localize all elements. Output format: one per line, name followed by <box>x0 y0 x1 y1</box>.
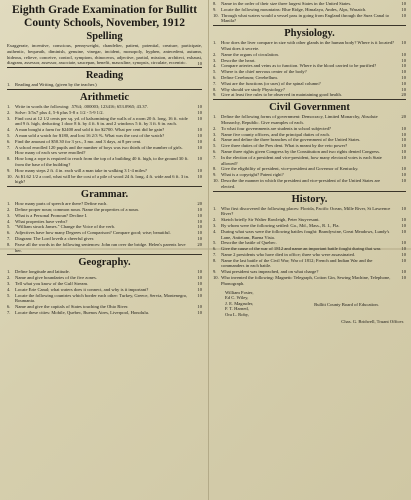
question-text: How many parts of speech are there? Define each. <box>15 201 108 207</box>
question-text: Describe the manner in which the president and vice-president of the United States are elected. <box>221 177 381 189</box>
question-points: 10 <box>197 212 202 218</box>
question-points: 10 <box>401 131 406 137</box>
question-points: 10 <box>197 224 202 230</box>
grammar-questions <box>7 201 202 253</box>
question-text: In the election of a president and vice-president, how many electoral votes is each State allowed? <box>221 154 382 166</box>
question-number: 5. <box>213 69 217 75</box>
question-number: 5. <box>213 240 217 246</box>
signer-name: William Foster, <box>225 289 254 295</box>
question-points: 10 <box>197 156 202 162</box>
question-row <box>213 92 406 98</box>
question-number: 8. <box>7 241 11 247</box>
civil-government-questions <box>213 114 406 189</box>
question-points: 10 <box>401 86 406 92</box>
section-heading-geography: Geography. <box>78 257 131 269</box>
question-text: By whom were the following settled: Ga., Md., Mass., R. I., Fla. <box>221 222 340 228</box>
divider <box>7 186 202 187</box>
section-heading-civil-government: Civil Government <box>269 102 350 114</box>
question-text: A man sold a watch for $180, and lost 16 2/3 %. What was the cost of the watch? <box>15 132 165 138</box>
question-number: 1. <box>213 40 217 46</box>
question-row <box>213 13 406 25</box>
question-number: 1. <box>7 103 11 109</box>
question-points: 10 <box>197 286 202 292</box>
question-number: 7. <box>7 235 11 241</box>
question-points: 10 <box>401 269 406 275</box>
question-text: Describe the battle of Quebec. <box>221 240 277 246</box>
question-points: 10 <box>197 109 202 115</box>
question-text: Sketch briefly Sir Walter Rawleigh, Peter Stuyvesant. <box>221 217 320 223</box>
question-points: 20 <box>197 201 202 207</box>
question-number: 4. <box>7 218 11 224</box>
question-text: Write in words the following: .5764; .000003; 123416; 653.0965; 43.37. <box>15 103 149 109</box>
question-points: 10 <box>197 235 202 241</box>
question-text: Where is the chief nervous center of the body? <box>221 69 307 75</box>
question-text: Define Cerebrum; Cerebellum. <box>221 74 279 80</box>
question-text: Compare arteries and veins as to function. Where is the blood carried to be purified? <box>221 63 377 69</box>
question-number: 6. <box>213 246 217 252</box>
question-text: Tell what you know of the Gulf Stream. <box>15 280 89 286</box>
question-points: 10 <box>401 143 406 149</box>
question-points: 10 <box>197 115 202 121</box>
signer-name: Ed C. Wiley, <box>225 295 249 301</box>
question-text: How many steps 2 ft. 4 in. each will a man take in walking 3 1-4 miles? <box>15 167 147 173</box>
divider <box>7 254 202 255</box>
question-text: Locate these cities: Mobile, Quebec, Buenos Aires, Liverpool, Honolulu. <box>15 309 150 315</box>
question-text: What president was impeached, and on what charge? <box>221 269 319 275</box>
question-number: 4. <box>7 286 11 292</box>
question-points: 10 <box>401 125 406 131</box>
question-number: 3. <box>213 131 217 137</box>
question-points: 10 <box>401 177 406 183</box>
question-number: 8. <box>213 166 217 172</box>
question-points: 10 <box>401 240 406 246</box>
question-number: 2. <box>213 217 217 223</box>
divider <box>213 191 406 192</box>
question-number: 3. <box>213 57 217 63</box>
question-text: Locate the following mountains: Blue Ridge, Himalaya, Andes, Alps, Wasatch. <box>221 6 367 12</box>
question-points: 10 <box>401 251 406 257</box>
question-points: 10 <box>401 172 406 178</box>
question-number: 8. <box>7 156 11 162</box>
question-text: Who invented the following: Magnetic Telegraph, Cotton Gin, Sewing Machine, Telephone, Phonograph. <box>221 275 391 286</box>
question-points: 10 <box>197 230 202 236</box>
question-text: Give three duties of the Pres dent. What is meant by the veto power? <box>221 143 348 149</box>
question-points: 10 <box>401 57 406 63</box>
question-text: Name three rights given Congress by the Constitution and two rights denied Congress. <box>221 148 381 154</box>
spelling-words: Exaggerate, incentive, conscious, pennyweight, chandelier, patient, potential, creature, participate, authentic, bequeath, diminish, genuine, vinegar, incident, monopoly, hyphen, antecedent, autumn, hideous, relieve, conceive, control, symptom, rhinoceros, adjective, partial, mission, architect, exhaust, diagram, assessor, assessor, associate, saucepan, benefit, masculine, synopsis, circulate, eccentric. <box>7 43 202 66</box>
question-row <box>213 40 406 52</box>
question-points: 10 <box>197 206 202 212</box>
question-number: 4. <box>213 228 217 234</box>
spelling-points: 10 <box>197 61 202 67</box>
question-number: 10. <box>7 173 13 179</box>
question-text: Who first discovered the following places: Florida, Pacific Ocean, Mille River, St Lawrence River? <box>221 205 391 217</box>
question-row <box>213 229 406 241</box>
question-number: 7. <box>213 251 217 257</box>
question-points: 10 <box>401 217 406 223</box>
divider <box>7 89 202 90</box>
question-text: A school enrolled 120 pupils and the number of boys was two thirds of the number of girls. How many of each sex were enrolled? <box>15 144 183 156</box>
question-row <box>213 178 406 190</box>
question-row <box>7 145 202 157</box>
question-text: Name five county officers, and the principal duties of each. <box>221 131 330 137</box>
signer-names <box>213 290 287 318</box>
question-points: 10 <box>401 80 406 86</box>
section-heading-arithmetic: Arithmetic <box>80 91 129 103</box>
question-text: Adjectives have how many Degrees of Comparison? Compare good; wise; beautiful. <box>15 230 171 236</box>
question-text: Give at least five rules to be observed in maintaining good health. <box>221 92 342 98</box>
section-heading-reading: Reading <box>85 70 124 82</box>
question-text: Diagram: The Lord loveth a cheerful giver. <box>15 235 95 241</box>
question-number: 5. <box>7 132 11 138</box>
question-row <box>213 258 406 270</box>
question-row <box>7 293 202 305</box>
divider <box>213 25 406 26</box>
question-number: 10. <box>213 177 219 183</box>
question-text: Reading and Writing, (given by the teacher.) <box>15 82 97 88</box>
question-number: 7. <box>213 154 217 160</box>
question-row <box>213 155 406 167</box>
question-number: 4. <box>213 137 217 143</box>
signatures-block <box>213 290 406 318</box>
question-number: 2. <box>7 109 11 115</box>
question-number: 10. <box>213 275 219 281</box>
question-points: 10 <box>197 144 202 150</box>
question-text: What are the functions (or uses) of the spinal column? <box>221 80 321 86</box>
question-number: 5. <box>7 224 11 230</box>
question-text: To what four governments are students in school subjected? <box>221 125 331 131</box>
signer-name: Ora L. Roby, <box>225 312 249 318</box>
question-number: 8. <box>213 1 217 6</box>
geography-questions-continued <box>213 1 406 24</box>
arithmetic-questions <box>7 104 202 185</box>
section-heading-history: History. <box>291 193 328 205</box>
question-points: 10 <box>401 257 406 263</box>
question-row <box>7 116 202 128</box>
board-name: Bullitt County Board of Education. <box>314 301 379 307</box>
question-number: 1. <box>7 82 11 88</box>
question-row <box>7 174 202 186</box>
question-points: 10 <box>197 173 202 179</box>
question-number: 4. <box>7 127 11 133</box>
physiology-questions <box>213 40 406 98</box>
question-points: 10 <box>401 154 406 160</box>
question-text: Find cost at 12 1/2 cents per sq. yd. of kalsomining the walls of a room 20 ft. long, 16 ft. wide and 9 ft. high, deducting 1 door 8 ft. by 4 ft. 6 in. and 2 windows 5 ft. by 3 ft. 6 in. each. <box>15 115 188 127</box>
question-row <box>213 206 406 218</box>
question-points: 10 <box>401 222 406 228</box>
question-text: Define the following forms of government: Democracy, Limited Monarchy, Absolute Monarchy, Republic. Give examples of each. <box>221 114 378 125</box>
question-points: 10 <box>197 132 202 138</box>
question-points: 10 <box>401 40 406 46</box>
question-points: 10 <box>401 275 406 281</box>
question-text: What is a Personal Pronoun? Decline I. <box>15 212 88 218</box>
question-number: 2. <box>7 275 11 281</box>
question-points: 10 <box>197 138 202 144</box>
question-number: 9. <box>213 269 217 275</box>
question-points: 10 <box>197 103 202 109</box>
question-points: 20 <box>197 241 202 247</box>
question-row <box>7 310 202 316</box>
question-row <box>7 156 202 168</box>
question-points: 10 <box>401 166 406 172</box>
question-number: 5. <box>213 143 217 149</box>
question-number: 1. <box>7 269 11 275</box>
signer-name: J. E. Magruder, <box>225 300 254 306</box>
question-number: 6. <box>213 148 217 154</box>
section-heading-physiology: Physiology. <box>284 28 335 40</box>
question-points: 10 <box>401 51 406 57</box>
question-points: 10 <box>401 12 406 18</box>
question-points: 20 <box>401 114 406 120</box>
question-text: Name the last battle of the Civil War; War of 1812; French and Indian War and the commanders in each battle. <box>221 257 373 269</box>
question-points: 10 <box>197 304 202 310</box>
question-points: 10 <box>401 69 406 75</box>
question-row <box>213 275 406 287</box>
question-number: 6. <box>7 138 11 144</box>
question-points: 10 <box>401 74 406 80</box>
divider <box>7 67 202 68</box>
question-points: 20 <box>401 92 406 98</box>
question-points: 10 <box>197 167 202 173</box>
question-text: Through what waters would a vessel pass in going from England through the Suez Canal to Manila? <box>221 12 390 24</box>
geography-questions <box>7 269 202 315</box>
question-text: Locate Erie Canal; what waters does it connect, and why is it important? <box>15 286 149 292</box>
question-row <box>213 114 406 126</box>
section-heading-spelling: Spelling <box>86 31 123 42</box>
question-number: 6. <box>7 230 11 236</box>
question-number: 1. <box>7 201 11 207</box>
question-number: 4. <box>213 63 217 69</box>
question-points: 10 <box>197 309 202 315</box>
question-points: 10 <box>401 6 406 12</box>
question-points: 10 <box>197 275 202 281</box>
question-text: Name the organs of circulation. <box>221 51 279 57</box>
question-text: During what wars were the following battles fought: Brandywine, Great Meadows, Lundy's Lane, Antietam, Buena Vista. <box>221 228 390 240</box>
reading-questions <box>7 82 202 88</box>
question-number: 6. <box>7 304 11 310</box>
question-text: Find the amount of $50.30 for 3 yrs., 3 mo. and 3 days, at 8 per cent. <box>15 138 142 144</box>
divider <box>213 99 406 100</box>
question-points: 10 <box>401 137 406 143</box>
question-number: 9. <box>7 167 11 173</box>
question-number: 1. <box>213 205 217 211</box>
question-points <box>193 82 202 88</box>
question-row <box>7 82 202 88</box>
history-questions <box>213 206 406 287</box>
question-text: Name in the order of their size three largest States in the United States. <box>221 1 352 6</box>
question-points: 10 <box>197 269 202 275</box>
question-number: 8. <box>213 86 217 92</box>
question-number: 1. <box>213 114 217 120</box>
left-column <box>3 0 206 316</box>
question-number: 2. <box>213 51 217 57</box>
question-text: Name 2 presidents who have died in office; three who were assassinated. <box>221 251 356 257</box>
question-points: 10 <box>401 1 406 6</box>
question-number: 9. <box>213 6 217 12</box>
question-number: 6. <box>213 74 217 80</box>
question-number: 10. <box>213 12 219 18</box>
question-points: 10 <box>401 63 406 69</box>
question-text: Solve: 3/5x7 plus 4, 5-6 plus 5-8 x 1/2 - 5-9 1/2. <box>15 109 104 115</box>
question-number: 7. <box>213 80 217 86</box>
question-points: 10 <box>401 246 406 252</box>
question-text: Name and give boundaries of the five zones. <box>15 275 97 281</box>
question-text: Name and give the capitals of States touching the Ohio River. <box>15 304 129 310</box>
question-text: Locate the following countries which border each other: Turkey, Greece, Servia, Montenegro, Roumania. <box>15 292 188 304</box>
question-number: 2. <box>213 125 217 131</box>
page-title: Eighth Grade Examination for Bullitt County Schools, November, 1912 <box>11 4 198 29</box>
question-text: How does the liver compare in size with other glands in the human body? Where is it located? What does it secrete. <box>221 40 395 51</box>
question-text: What properties have verbs? <box>15 218 68 224</box>
question-number: 7. <box>7 144 11 150</box>
question-points: 10 <box>197 218 202 224</box>
question-number: 8. <box>213 257 217 263</box>
question-text: Why should we study Physiology? <box>221 86 285 92</box>
question-points: 10 <box>401 148 406 154</box>
question-row <box>7 242 202 254</box>
question-points: 10 <box>197 280 202 286</box>
question-number: 9. <box>213 92 217 98</box>
truant-officer: Chas. G. Bridwell, Truant Officer. <box>341 318 404 324</box>
question-number: 7. <box>7 309 11 315</box>
question-number: 5. <box>7 292 11 298</box>
question-text: At $1.62 1/2 a cord, what will be the cost of a pile of wood 24 ft. long, 4 ft. wide and 6 ft. 3 in. high? <box>15 173 190 185</box>
question-points: 10 <box>197 292 202 298</box>
question-text: Give the cause of the war of 1812 and name an important battle fought during that war. <box>221 246 382 252</box>
question-number: 3. <box>7 115 11 121</box>
question-number: 2. <box>7 206 11 212</box>
question-points: 10 <box>401 228 406 234</box>
question-number: 3. <box>213 222 217 228</box>
question-text: A man bought a farm for $2400 and sold it for $2700. What per cent did he gain? <box>15 127 165 133</box>
question-number: 3. <box>7 212 11 218</box>
question-text: Define proper noun; common noun. Name the properties of a noun. <box>15 206 139 212</box>
question-number: 3. <box>7 280 11 286</box>
question-points: 10 <box>197 127 202 133</box>
question-points: 10 <box>401 205 406 211</box>
question-text: Define longitude and latitude. <box>15 269 70 275</box>
question-text: How long a rope is required to reach from the top of a building 40 ft. high, to the ground 30 ft. from the base of the building? <box>15 156 189 167</box>
question-text: What is a copyright? Patent right? <box>221 172 284 178</box>
question-number: 9. <box>213 172 217 178</box>
question-text: Parse all the words in the following sentences: John ran over the bridge. Helen's parents love her. <box>15 241 186 253</box>
question-text: "William struck James." Change the Voice of the verb. <box>15 224 116 230</box>
question-text: Name and define the three branches of the government of the United States. <box>221 137 361 143</box>
right-column <box>208 0 409 500</box>
question-text: Describe the heart. <box>221 57 256 63</box>
question-text: Give the eligibility of president, vice-president and Governor of Kentucky. <box>221 166 359 172</box>
section-heading-grammar: Grammar. <box>80 189 129 201</box>
signer-name: F. T. Harned, <box>225 306 249 312</box>
